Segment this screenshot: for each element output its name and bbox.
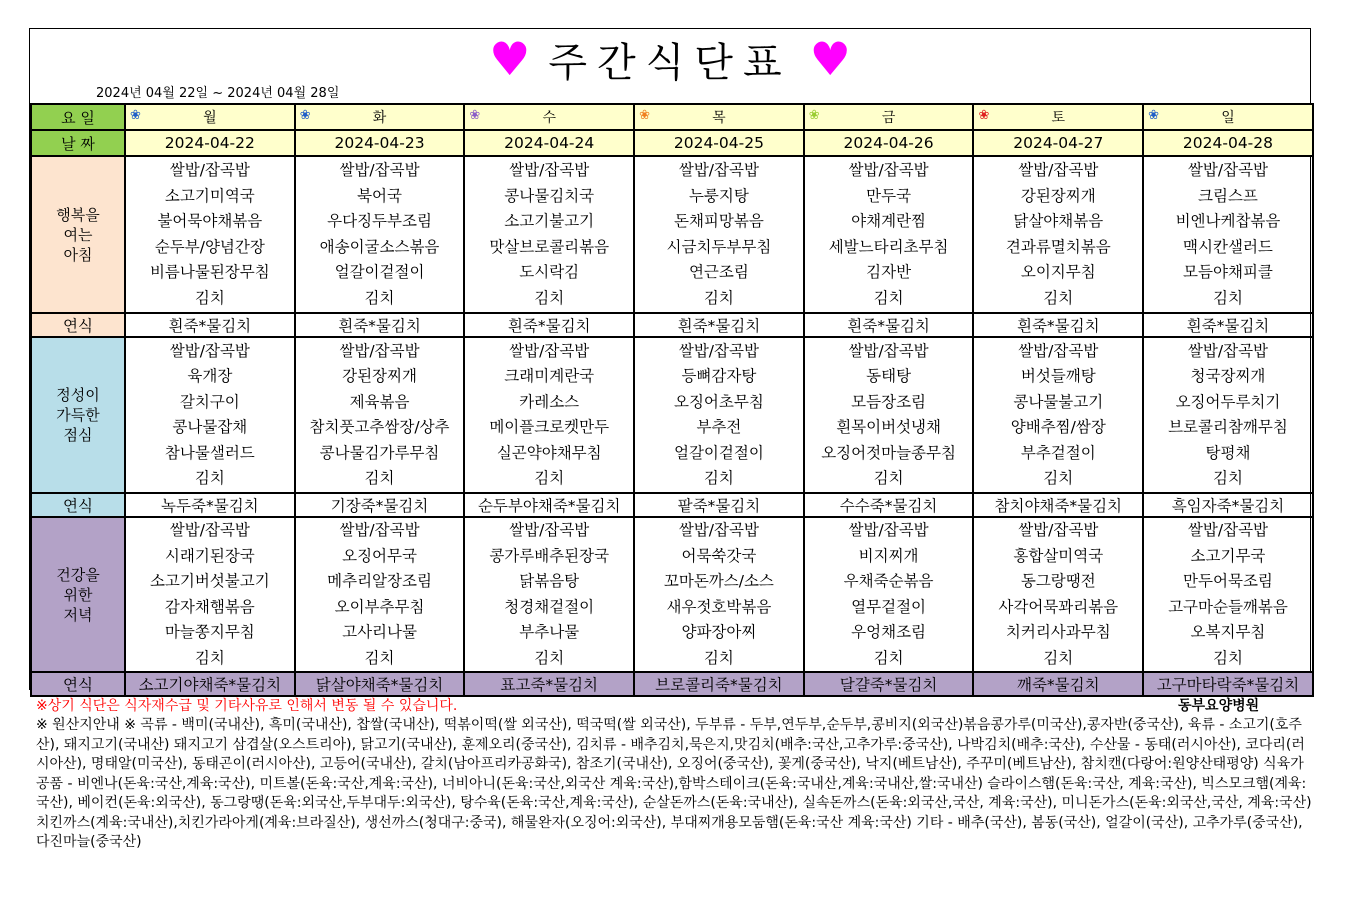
day-name: 월 bbox=[203, 110, 217, 126]
menu-item: 부추전 bbox=[696, 418, 742, 436]
menu-item: 소고기무국 bbox=[1190, 546, 1266, 565]
breakfast-snack-row bbox=[31, 313, 1313, 337]
menu-item: 김치 bbox=[703, 288, 734, 307]
menu-item: 실곤약야채무침 bbox=[496, 443, 602, 462]
menu-item: 김치 bbox=[1043, 469, 1074, 487]
menu-item: 홍합살미역국 bbox=[1013, 546, 1104, 565]
menu-item-list bbox=[126, 158, 294, 311]
day-cell bbox=[634, 104, 804, 130]
day-name: 수 bbox=[542, 110, 556, 126]
menu-item: 김치 bbox=[364, 288, 395, 307]
menu-item: 김치 bbox=[1212, 469, 1243, 487]
snack-cell: 녹두죽*물김치 bbox=[125, 493, 295, 517]
menu-item: 제육볶음 bbox=[349, 392, 410, 411]
day-cell bbox=[804, 104, 974, 130]
menu-item: 쌀밥/잡곡밥 bbox=[1018, 161, 1099, 179]
date-cell: 2024-04-28 bbox=[1143, 130, 1313, 156]
lunch-cell bbox=[634, 337, 804, 493]
dinner-cell bbox=[973, 517, 1143, 672]
menu-item: 오이부추무침 bbox=[334, 597, 425, 616]
breakfast-cell bbox=[1143, 156, 1313, 313]
day-name: 일 bbox=[1221, 110, 1235, 126]
dinner-cell bbox=[1143, 517, 1313, 672]
date-cell: 2024-04-25 bbox=[634, 130, 804, 156]
menu-item: 얼갈이겉절이 bbox=[673, 443, 764, 462]
snack-cell: 흰죽*물김치 bbox=[634, 313, 804, 337]
menu-item: 김치 bbox=[194, 288, 225, 307]
day-cell bbox=[464, 104, 634, 130]
menu-item: 쌀밥/잡곡밥 bbox=[339, 161, 420, 179]
menu-item-list bbox=[465, 518, 633, 671]
menu-item: 도시락김 bbox=[519, 263, 580, 281]
menu-item: 오징어무국 bbox=[342, 546, 417, 565]
breakfast-cell bbox=[464, 156, 634, 313]
menu-item: 강된장찌개 bbox=[1020, 186, 1096, 205]
menu-item: 감자채햄볶음 bbox=[164, 597, 255, 616]
menu-item: 동태탕 bbox=[866, 367, 912, 385]
menu-item: 시래기된장국 bbox=[164, 546, 255, 565]
menu-item: 콩나물잡채 bbox=[172, 418, 248, 436]
day-cell bbox=[125, 104, 295, 130]
menu-item: 강된장찌개 bbox=[342, 367, 417, 385]
day-cell bbox=[973, 104, 1143, 130]
menu-item: 김자반 bbox=[866, 263, 912, 281]
menu-item: 메추리알장조림 bbox=[327, 572, 432, 590]
lunch-cell bbox=[464, 337, 634, 493]
day-name: 금 bbox=[881, 110, 896, 126]
menu-item: 시금치두부무침 bbox=[666, 237, 772, 256]
menu-item: 비엔나케찹볶음 bbox=[1175, 212, 1281, 230]
dinner-snack-row bbox=[31, 672, 1313, 696]
menu-item-list bbox=[974, 339, 1142, 492]
menu-item: 브로콜리참깨무침 bbox=[1168, 418, 1288, 436]
day-cell bbox=[1143, 104, 1313, 130]
title-text: 주간식단표 bbox=[548, 39, 792, 86]
menu-item: 김치 bbox=[194, 648, 225, 667]
menu-item: 쌀밥/잡곡밥 bbox=[1187, 161, 1269, 179]
lunch-cell bbox=[295, 337, 465, 493]
snack-cell: 팥죽*물김치 bbox=[634, 493, 804, 517]
snack-cell: 고구마타락죽*물김치 bbox=[1143, 672, 1313, 696]
menu-item-list bbox=[805, 158, 973, 311]
menu-item: 부추겉절이 bbox=[1020, 443, 1096, 462]
menu-item: 닭살야채볶음 bbox=[1013, 212, 1104, 230]
menu-item: 쌀밥/잡곡밥 bbox=[678, 341, 759, 360]
lunch-cell bbox=[973, 337, 1143, 493]
menu-item: 양배추찜/쌈장 bbox=[1010, 418, 1106, 436]
menu-item-list bbox=[296, 158, 464, 311]
date-cell: 2024-04-24 bbox=[464, 130, 634, 156]
date-cell: 2024-04-26 bbox=[804, 130, 974, 156]
dinner-cell bbox=[295, 517, 465, 672]
menu-item-list bbox=[126, 339, 294, 492]
menu-item: 김치 bbox=[364, 469, 395, 487]
blue-flower-icon: ❀ bbox=[299, 108, 311, 123]
red-flower-icon: ❀ bbox=[978, 108, 990, 123]
menu-item: 참나물샐러드 bbox=[164, 443, 255, 462]
dinner-cell bbox=[634, 517, 804, 672]
day-name: 목 bbox=[712, 110, 726, 126]
menu-item: 우다징두부조림 bbox=[327, 212, 432, 230]
menu-item: 쌀밥/잡곡밥 bbox=[848, 161, 929, 179]
orange-flower-icon: ❀ bbox=[639, 108, 650, 123]
menu-item: 김치 bbox=[703, 469, 734, 487]
menu-item: 누룽지탕 bbox=[688, 186, 749, 205]
menu-item: 쌀밥/잡곡밥 bbox=[339, 341, 420, 360]
menu-item: 김치 bbox=[1043, 288, 1074, 307]
menu-item: 부추나물 bbox=[519, 623, 580, 641]
menu-item: 쌀밥/잡곡밥 bbox=[1018, 341, 1099, 360]
menu-item: 김치 bbox=[194, 469, 225, 487]
page-title bbox=[30, 32, 1310, 86]
menu-item: 불어묵야채볶음 bbox=[157, 212, 263, 230]
menu-item: 쌀밥/잡곡밥 bbox=[169, 161, 250, 179]
menu-item: 김치 bbox=[534, 288, 565, 307]
menu-item: 만두국 bbox=[866, 186, 912, 205]
date-row bbox=[31, 130, 1313, 156]
lunch-snack-row bbox=[31, 493, 1313, 517]
menu-item: 쌀밥/잡곡밥 bbox=[509, 161, 590, 179]
menu-item: 참치풋고추쌈장/상추 bbox=[309, 418, 450, 436]
menu-item: 치커리사과무침 bbox=[1005, 623, 1111, 641]
menu-item: 꼬마돈까스/소스 bbox=[663, 572, 774, 590]
menu-item: 쌀밥/잡곡밥 bbox=[339, 521, 420, 539]
menu-item: 김치 bbox=[703, 648, 734, 667]
date-cell: 2024-04-27 bbox=[973, 130, 1143, 156]
menu-item: 버섯들깨탕 bbox=[1020, 367, 1096, 385]
menu-item: 비지찌개 bbox=[858, 546, 919, 565]
menu-item-list bbox=[126, 518, 294, 671]
purple-flower-icon: ❀ bbox=[469, 108, 481, 123]
menu-item: 야채계란찜 bbox=[851, 212, 927, 230]
menu-item: 닭볶음탕 bbox=[519, 572, 580, 590]
menu-item: 김치 bbox=[1212, 288, 1243, 307]
menu-item: 쌀밥/잡곡밥 bbox=[169, 341, 250, 360]
menu-item: 김치 bbox=[1212, 648, 1243, 667]
snack-cell: 표고죽*물김치 bbox=[464, 672, 634, 696]
menu-item: 쌀밥/잡곡밥 bbox=[509, 341, 590, 360]
date-cell: 2024-04-22 bbox=[125, 130, 295, 156]
menu-item: 쌀밥/잡곡밥 bbox=[509, 521, 590, 539]
menu-item-list bbox=[465, 339, 633, 492]
snack-cell: 순두부야채죽*물김치 bbox=[464, 493, 634, 517]
dinner-row bbox=[31, 517, 1313, 672]
menu-item-list bbox=[635, 158, 803, 311]
menu-item: 소고기버섯불고기 bbox=[149, 572, 270, 590]
menu-item-list bbox=[635, 339, 803, 492]
snack-label: 연식 bbox=[31, 493, 125, 517]
menu-item: 육개장 bbox=[187, 367, 233, 385]
menu-item: 오징어초무침 bbox=[673, 392, 764, 411]
breakfast-cell bbox=[125, 156, 295, 313]
lunch-cell bbox=[1143, 337, 1313, 493]
day-name: 화 bbox=[372, 110, 387, 126]
menu-item: 카레소스 bbox=[519, 392, 580, 411]
menu-item: 김치 bbox=[873, 288, 904, 307]
menu-item: 탕평채 bbox=[1205, 443, 1251, 462]
menu-item: 맛살브로콜리볶음 bbox=[489, 237, 610, 256]
menu-item: 쌀밥/잡곡밥 bbox=[1018, 521, 1099, 539]
menu-item: 모듬장조림 bbox=[851, 392, 927, 411]
heart-icon: ♥ bbox=[489, 32, 531, 86]
lunch-label: 정성이 가득한 점심 bbox=[31, 337, 125, 493]
green-flower-icon: ❀ bbox=[808, 108, 820, 123]
menu-item: 김치 bbox=[873, 648, 904, 667]
menu-item: 흰목이버섯냉채 bbox=[836, 418, 941, 436]
menu-item-list bbox=[296, 518, 464, 671]
menu-item: 메이플크로켓만두 bbox=[489, 418, 610, 436]
menu-item: 모듬야채피클 bbox=[1183, 263, 1273, 281]
menu-item: 세발느타리초무침 bbox=[828, 237, 949, 256]
menu-item: 김치 bbox=[1043, 648, 1074, 667]
snack-cell: 흰죽*물김치 bbox=[464, 313, 634, 337]
snack-cell: 달걀죽*물김치 bbox=[804, 672, 974, 696]
hospital-name: 동부요양병원 bbox=[1178, 698, 1260, 714]
change-notice: ※상기 식단은 식자재수급 및 기타사유로 인해서 변동 될 수 있습니다. bbox=[36, 698, 458, 714]
date-label: 날 짜 bbox=[31, 130, 125, 156]
origin-info: ※ 원산지안내 ※ 곡류 - 백미(국내산), 흑미(국내산), 찹쌀(국내산), 떡볶이떡(쌀 외국산), 떡국떡(쌀 외국산), 두부류 - 두부,연두부,순두부,콩비지(외국산)볶음콩가루(미국산),콩자반(중국산), 육류 - 소고기(호주산), 돼지고기(국내산) 돼지고기 삼겹살(오스트리아), 닭고기(국내산), 훈제오리(중국산), 김치류 - 배추김치,묵은지,맛김치(배추:국산,고추가루:중국산), 나박김치(배추:국산), 수산물 - 동태(러시아산), 코다리(러시아산), 명태알(미국산), 동태곤이(러시아산), 고등어(국내산), 갈치(남아프리카공화국), 참조기(국내산), 오징어(중국산), 꽃게(중국산), 낙지(베트남산), 주꾸미(베트남산), 참치캔(다랑어:원양산태평양) 식육가공품 - 비엔나(돈육:국산,계육:국산), 미트볼(돈육:국산,계육:국산), 너비아니(돈육:국산,외국산 계육:국산),함박스테이크(돈육:국내산,계육:국내산,쌀:국내산) 슬라이스햄(돈육:국산, 계육:국산), 빅스모크햄(계육:국산), 베이컨(돈육:외국산), 동그랑땡(돈육:외국산,두부대두:외국산), 탕수육(돈육:국산,계육:국산), 순살돈까스(돈육:국내산), 실속돈까스(돈육:외국산,국산, 계육:국산), 미니돈가스(돈육:외국산,국산, 계육:국산) 치킨까스(계육:국내산),치킨가라아게(계육:브라질산), 생선까스(청대구:중국), 해물완자(오징어:외국산), 부대찌개용모둠햄(돈육:국산 계육:국산) 기타 - 배추(국산), 봄동(국산), 얼갈이(국산), 고추가루(중국산), 다진마늘(중국산) bbox=[36, 717, 1312, 850]
menu-item: 우엉채조림 bbox=[851, 623, 927, 641]
menu-item: 만두어묵조림 bbox=[1183, 572, 1273, 590]
snack-cell: 참치야채죽*물김치 bbox=[973, 493, 1143, 517]
menu-item: 쌀밥/잡곡밥 bbox=[678, 161, 759, 179]
menu-item: 양파장아찌 bbox=[681, 623, 757, 641]
lunch-cell bbox=[125, 337, 295, 493]
menu-item: 돈채피망볶음 bbox=[673, 212, 764, 230]
heart-icon: ♥ bbox=[809, 32, 851, 86]
menu-item-list bbox=[805, 518, 973, 671]
snack-cell: 흑임자죽*물김치 bbox=[1143, 493, 1313, 517]
menu-item: 크래미계란국 bbox=[504, 367, 595, 385]
menu-item: 콩나물김가루무침 bbox=[319, 443, 440, 462]
breakfast-cell bbox=[295, 156, 465, 313]
snack-cell: 흰죽*물김치 bbox=[1143, 313, 1313, 337]
blue-flower-icon: ❀ bbox=[130, 108, 141, 123]
menu-item: 김치 bbox=[873, 469, 904, 487]
menu-item: 청국장찌개 bbox=[1190, 367, 1266, 385]
menu-item: 오징어두루치기 bbox=[1175, 392, 1281, 411]
dinner-label: 건강을 위한 저녁 bbox=[31, 517, 125, 672]
breakfast-cell bbox=[634, 156, 804, 313]
menu-item: 순두부/양념간장 bbox=[154, 237, 265, 256]
snack-cell: 흰죽*물김치 bbox=[973, 313, 1143, 337]
snack-cell: 기장죽*물김치 bbox=[295, 493, 465, 517]
day-name: 토 bbox=[1051, 110, 1066, 126]
menu-item: 오징어젓마늘종무침 bbox=[821, 443, 956, 462]
menu-item: 김치 bbox=[534, 648, 565, 667]
snack-cell: 수수죽*물김치 bbox=[804, 493, 974, 517]
dinner-cell bbox=[125, 517, 295, 672]
menu-item: 사각어묵꽈리볶음 bbox=[998, 597, 1119, 616]
menu-item: 김치 bbox=[534, 469, 565, 487]
menu-item: 열무겉절이 bbox=[851, 597, 927, 616]
snack-cell: 브로콜리죽*물김치 bbox=[634, 672, 804, 696]
menu-item: 애송이굴소스볶음 bbox=[319, 237, 440, 256]
menu-item: 어묵쑥갓국 bbox=[681, 546, 757, 565]
menu-item: 맥시칸샐러드 bbox=[1183, 237, 1273, 256]
snack-cell: 흰죽*물김치 bbox=[295, 313, 465, 337]
day-label: 요 일 bbox=[31, 104, 125, 130]
menu-item: 쌀밥/잡곡밥 bbox=[848, 521, 929, 539]
menu-item: 새우젓호박볶음 bbox=[666, 597, 772, 616]
menu-item: 갈치구이 bbox=[179, 392, 240, 411]
menu-item: 청경채겉절이 bbox=[504, 597, 595, 616]
menu-item: 등뼈감자탕 bbox=[681, 367, 757, 385]
menu-item: 쌀밥/잡곡밥 bbox=[1187, 521, 1269, 539]
menu-item-list bbox=[635, 518, 803, 671]
menu-item: 마늘쫑지무침 bbox=[164, 623, 255, 641]
snack-label: 연식 bbox=[31, 313, 125, 337]
day-row bbox=[31, 104, 1313, 130]
breakfast-row bbox=[31, 156, 1313, 313]
menu-item-list bbox=[974, 518, 1142, 671]
menu-item-list bbox=[1144, 518, 1312, 671]
menu-item: 연근조림 bbox=[688, 263, 749, 281]
menu-item: 쌀밥/잡곡밥 bbox=[678, 521, 759, 539]
snack-label: 연식 bbox=[31, 672, 125, 696]
snack-cell: 흰죽*물김치 bbox=[125, 313, 295, 337]
menu-item: 고구마순들깨볶음 bbox=[1168, 597, 1288, 616]
menu-item: 견과류멸치볶음 bbox=[1005, 237, 1111, 256]
snack-cell: 닭살야채죽*물김치 bbox=[295, 672, 465, 696]
lunch-cell bbox=[804, 337, 974, 493]
breakfast-cell bbox=[973, 156, 1143, 313]
menu-item: 소고기불고기 bbox=[504, 212, 595, 230]
day-cell bbox=[295, 104, 465, 130]
menu-item: 콩나물불고기 bbox=[1013, 392, 1104, 411]
menu-item: 동그랑땡전 bbox=[1020, 572, 1096, 590]
menu-item: 비름나물된장무침 bbox=[149, 263, 270, 281]
menu-item: 얼갈이겉절이 bbox=[334, 263, 425, 281]
menu-item: 우채죽순볶음 bbox=[843, 572, 934, 590]
menu-item-list bbox=[1144, 339, 1312, 492]
breakfast-label: 행복을 여는 아침 bbox=[31, 156, 125, 313]
date-cell: 2024-04-23 bbox=[295, 130, 465, 156]
menu-item: 콩가루배추된장국 bbox=[489, 546, 610, 565]
menu-item-list bbox=[1144, 158, 1312, 311]
snack-cell: 소고기야채죽*물김치 bbox=[125, 672, 295, 696]
menu-item: 쌀밥/잡곡밥 bbox=[1187, 341, 1269, 360]
menu-item: 김치 bbox=[364, 648, 395, 667]
menu-item: 오복지무침 bbox=[1190, 623, 1266, 641]
lunch-row bbox=[31, 337, 1313, 493]
menu-item-list bbox=[465, 158, 633, 311]
snack-cell: 깨죽*물김치 bbox=[973, 672, 1143, 696]
menu-item: 소고기미역국 bbox=[164, 186, 255, 205]
menu-item: 북어국 bbox=[357, 186, 402, 205]
date-range: 2024년 04월 22일 ~ 2024년 04월 28일 bbox=[96, 86, 340, 101]
snack-cell: 흰죽*물김치 bbox=[804, 313, 974, 337]
menu-item: 쌀밥/잡곡밥 bbox=[848, 341, 929, 360]
weekly-menu-table bbox=[30, 103, 1314, 697]
menu-item: 고사리나물 bbox=[342, 623, 417, 641]
breakfast-cell bbox=[804, 156, 974, 313]
menu-item-list bbox=[974, 158, 1142, 311]
menu-item: 크림스프 bbox=[1198, 186, 1258, 205]
dinner-cell bbox=[804, 517, 974, 672]
blue-flower-icon: ❀ bbox=[1148, 108, 1160, 123]
menu-item-list bbox=[805, 339, 973, 492]
dinner-cell bbox=[464, 517, 634, 672]
menu-item: 콩나물김치국 bbox=[504, 186, 595, 205]
menu-item-list bbox=[296, 339, 464, 492]
menu-item: 쌀밥/잡곡밥 bbox=[169, 521, 250, 539]
menu-item: 오이지무침 bbox=[1020, 263, 1096, 281]
